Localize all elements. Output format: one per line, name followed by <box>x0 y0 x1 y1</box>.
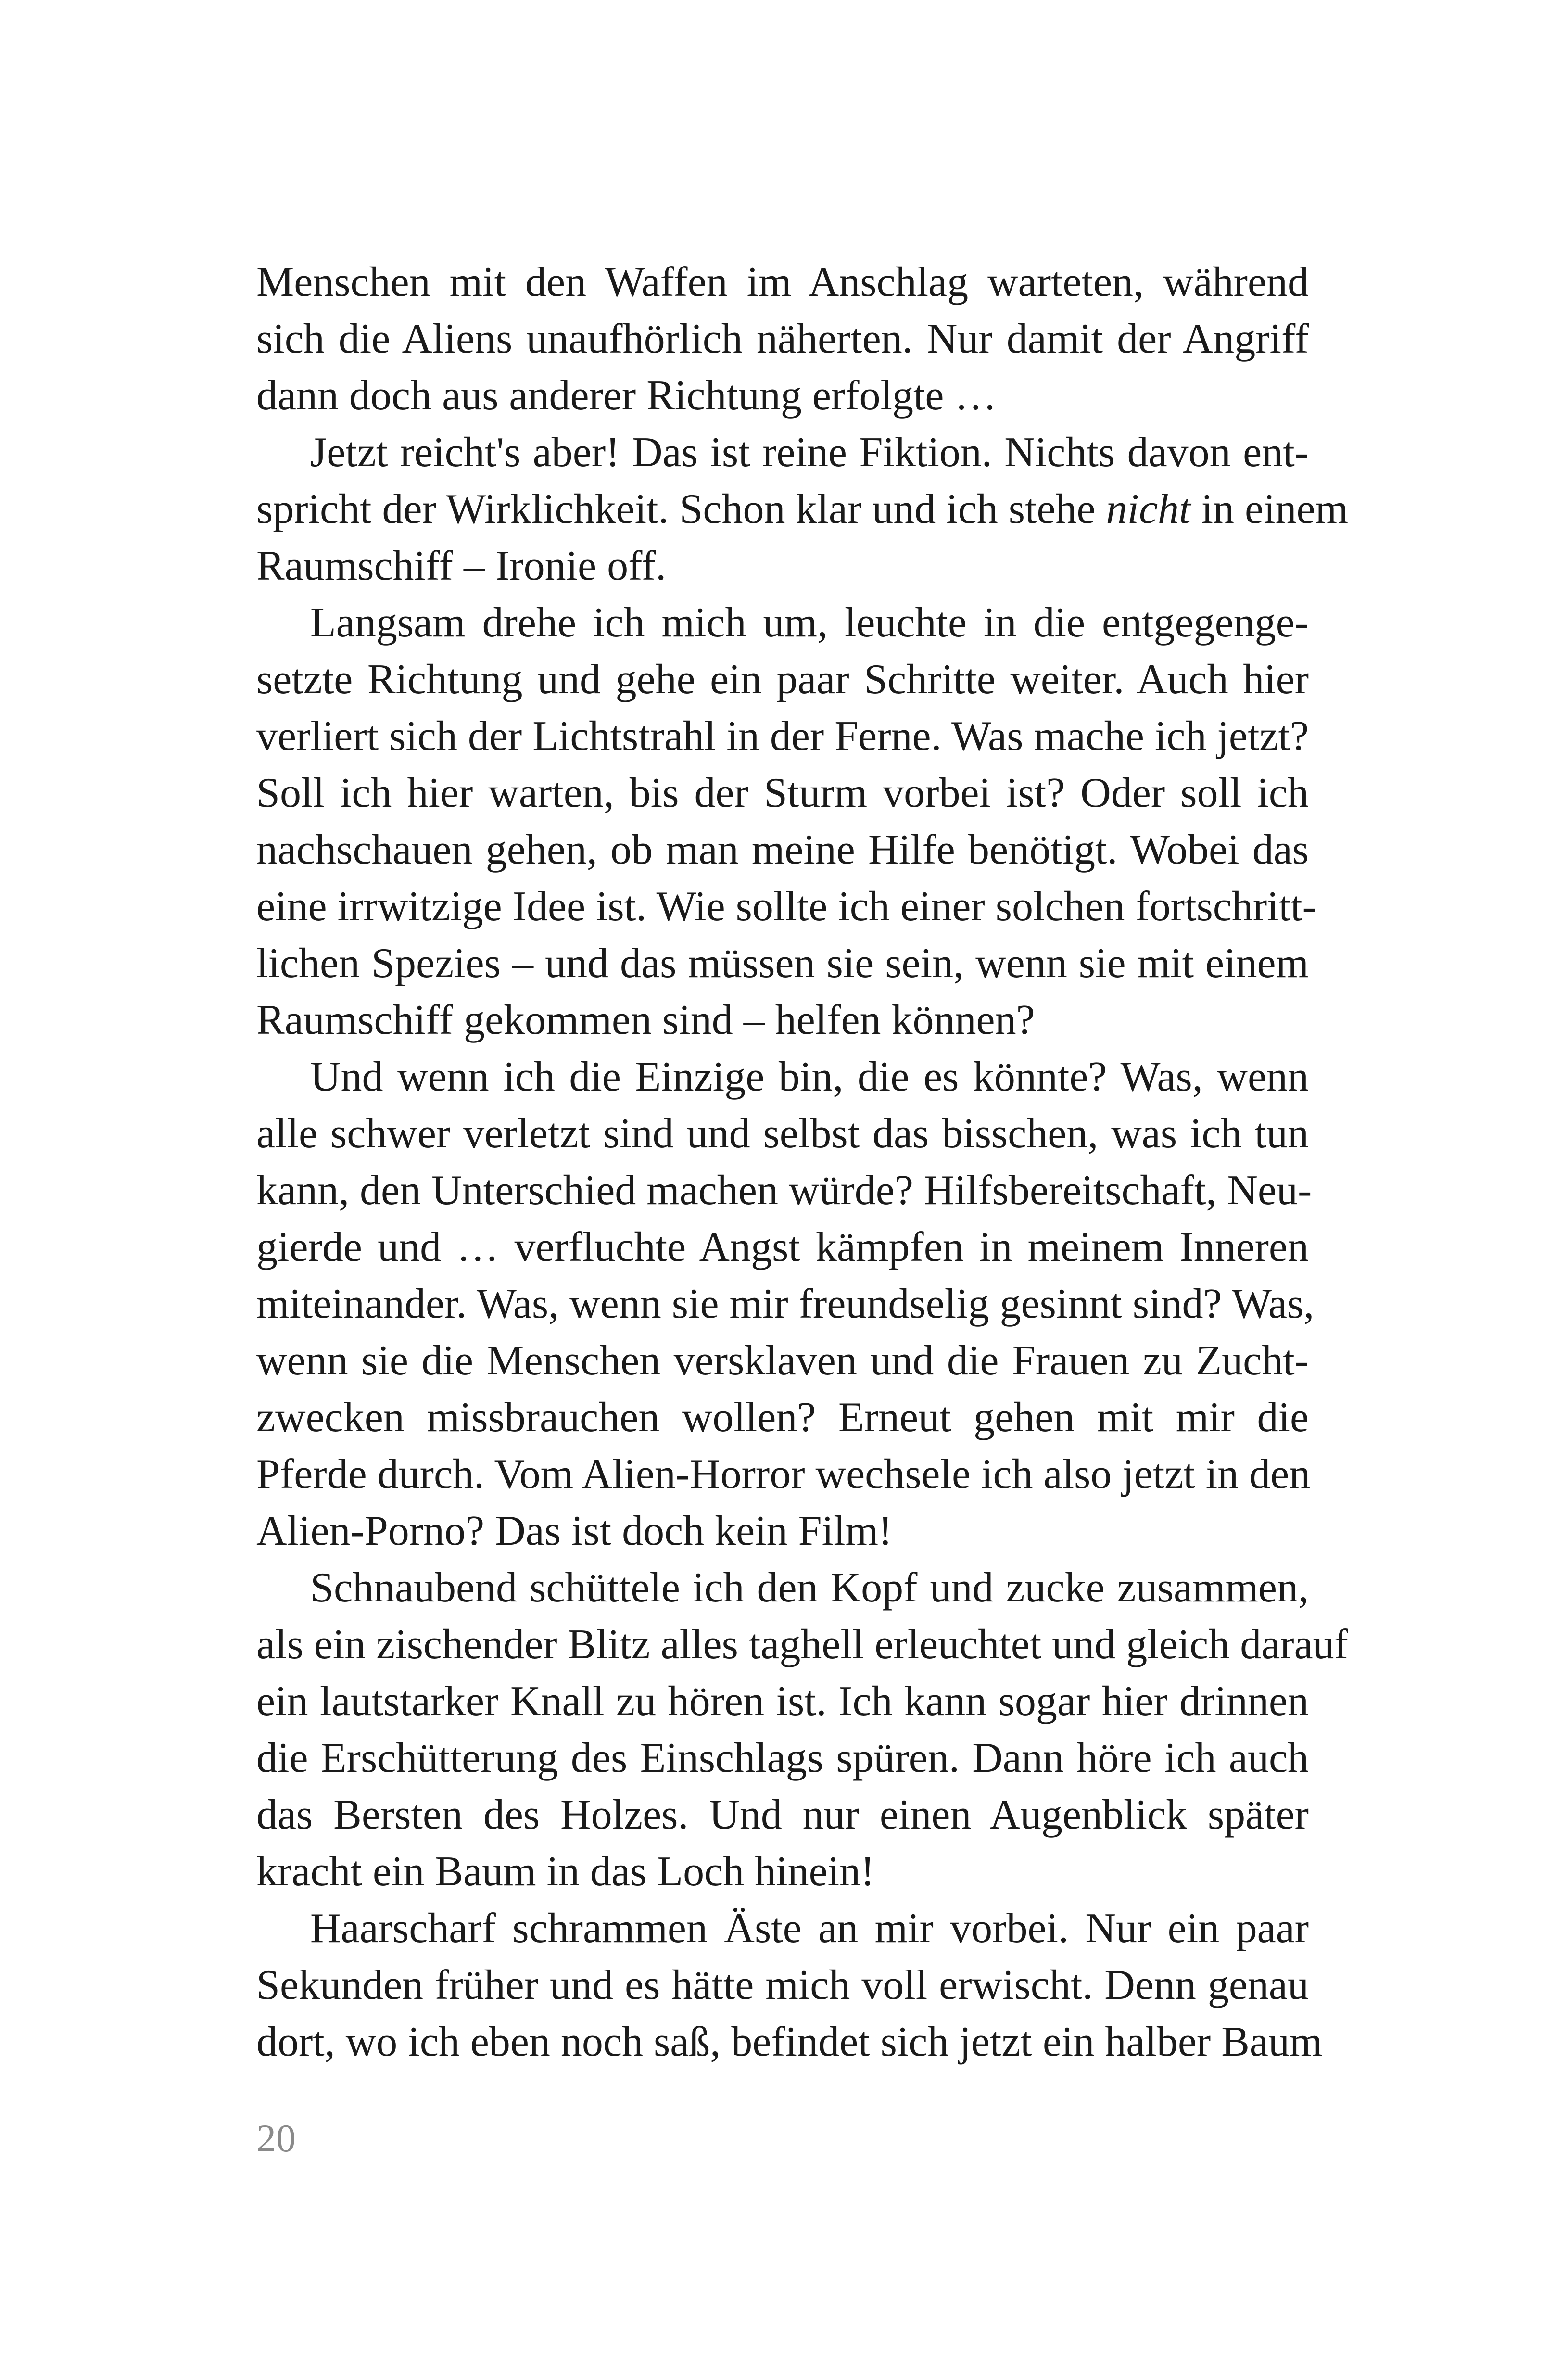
text-line: Alien-Porno? Das ist doch kein Film! <box>256 1508 893 1554</box>
text-line: Sekunden früher und es hätte mich voll erwischt. Denn genau <box>256 1962 1309 2008</box>
emphasis: nicht <box>1106 486 1191 533</box>
text-line: spricht der Wirklichkeit. Schon klar und ich stehe nicht in einem <box>256 486 1349 533</box>
text-line: als ein zischender Blitz alles taghell erleuchtet und gleich darauf <box>256 1621 1348 1668</box>
text-line: alle schwer verletzt sind und selbst das bisschen, was ich tun <box>256 1110 1309 1157</box>
text-line: kracht ein Baum in das Loch hinein! <box>256 1848 875 1895</box>
text-line: ein lautstarker Knall zu hören ist. Ich kann sogar hier drinnen <box>256 1678 1309 1725</box>
text-line: Raumschiff gekommen sind – helfen können? <box>256 997 1035 1043</box>
text-line: nachschauen gehen, ob man meine Hilfe benötigt. Wobei das <box>256 826 1309 873</box>
text-line: dann doch aus anderer Richtung erfolgte … <box>256 372 997 419</box>
text-line: dort, wo ich eben noch saß, befindet sich jetzt ein halber Baum <box>256 2019 1323 2065</box>
text-line: setzte Richtung und gehe ein paar Schritte weiter. Auch hier <box>256 656 1309 703</box>
text-line: verliert sich der Lichtstrahl in der Ferne. Was mache ich jetzt? <box>256 713 1309 760</box>
text-line: sich die Aliens unaufhörlich näherten. Nur damit der Angriff <box>256 316 1309 362</box>
text-line: Haarscharf schrammen Äste an mir vorbei. Nur ein paar <box>310 1905 1309 1952</box>
text-line: Raumschiff – Ironie off. <box>256 543 667 589</box>
text-line: Soll ich hier warten, bis der Sturm vorbei ist? Oder soll ich <box>256 770 1309 816</box>
text-line: eine irrwitzige Idee ist. Wie sollte ich einer solchen fortschritt- <box>256 883 1316 930</box>
text-line: Und wenn ich die Einzige bin, die es könnte? Was, wenn <box>310 1054 1309 1100</box>
text-line: die Erschütterung des Einschlags spüren. Dann höre ich auch <box>256 1735 1309 1781</box>
text-line: Pferde durch. Vom Alien-Horror wechsele ich also jetzt in den <box>256 1451 1311 1498</box>
text-line: Menschen mit den Waffen im Anschlag warteten, während <box>256 259 1309 305</box>
text-line: Schnaubend schüttele ich den Kopf und zucke zusammen, <box>310 1564 1309 1611</box>
text-line: Jetzt reicht's aber! Das ist reine Fiktion. Nichts davon ent- <box>310 429 1309 476</box>
text-line: wenn sie die Menschen versklaven und die Frauen zu Zucht- <box>256 1337 1309 1384</box>
text-line: zwecken missbrauchen wollen? Erneut gehen mit mir die <box>256 1394 1309 1441</box>
page-number: 20 <box>256 2116 296 2160</box>
page-body <box>256 254 1349 2071</box>
text-line: miteinander. Was, wenn sie mir freundselig gesinnt sind? Was, <box>256 1281 1315 1327</box>
text-line: kann, den Unterschied machen würde? Hilfsbereitschaft, Neu- <box>256 1167 1312 1214</box>
text-line: das Bersten des Holzes. Und nur einen Augenblick später <box>256 1792 1309 1838</box>
text-line: lichen Spezies – und das müssen sie sein, wenn sie mit einem <box>256 940 1309 987</box>
text-line: gierde und … verfluchte Angst kämpfen in meinem Inneren <box>256 1224 1309 1271</box>
text-line: Langsam drehe ich mich um, leuchte in die entgegenge- <box>310 599 1309 646</box>
